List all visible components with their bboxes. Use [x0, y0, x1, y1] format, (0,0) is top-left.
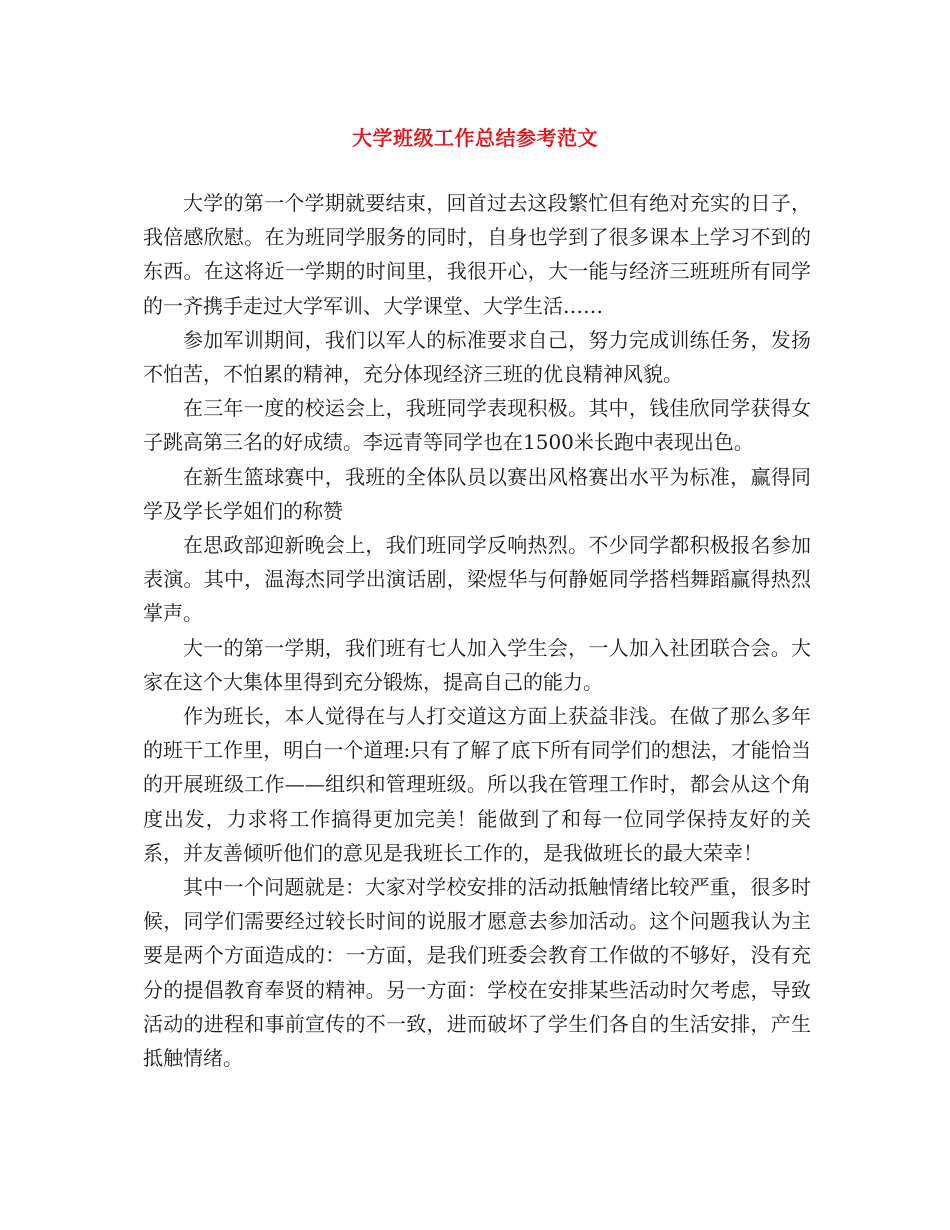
- paragraph-welcome-party: 在思政部迎新晚会上，我们班同学反响热烈。不少同学都积极报名参加表演。其中，温海杰同学出演话剧，梁煜华与何静姬同学搭档舞蹈赢得热烈掌声。: [143, 533, 811, 626]
- paragraph-problems: 其中一个问题就是：大家对学校安排的活动抵触情绪比较严重，很多时候，同学们需要经过较长时间的说服才愿意去参加活动。这个问题我认为主要是两个方面造成的：一方面，是我们班委会教育工作做的不够好，没有充分的提倡教育奉贤的精神。另一方面：学校在安排某些活动时欠考虑，导致活动的进程和事前宣传的不一致，进而破坏了学生们各自的生活安排，产生抵触情绪。: [143, 875, 811, 1071]
- paragraph-sports-meet: 在三年一度的校运会上，我班同学表现积极。其中，钱佳欣同学获得女子跳高第三名的好成绩。李远青等同学也在1500米长跑中表现出色。: [143, 396, 811, 455]
- paragraph-basketball: 在新生篮球赛中，我班的全体队员以赛出风格赛出水平为标准，赢得同学及学长学姐们的称赞: [143, 464, 811, 523]
- document-body: [143, 186, 811, 1075]
- paragraph-student-union: 大一的第一学期，我们班有七人加入学生会，一人加入社团联合会。大家在这个大集体里得到充分锻炼，提高自己的能力。: [143, 635, 811, 694]
- paragraph-military-training: 参加军训期间，我们以军人的标准要求自己，努力完成训练任务，发扬不怕苦，不怕累的精神，充分体现经济三班的优良精神风貌。: [143, 327, 811, 387]
- paragraph-intro: 大学的第一个学期就要结束，回首过去这段繁忙但有绝对充实的日子，我倍感欣慰。在为班同学服务的同时，自身也学到了很多课本上学习不到的东西。在这将近一学期的时间里，我很开心，大一能与经济三班班所有同学的一齐携手走过大学军训、大学课堂、大学生活……: [143, 191, 811, 318]
- paragraph-monitor-reflection: 作为班长，本人觉得在与人打交道这方面上获益非浅。在做了那么多年的班干工作里，明白一个道理:只有了解了底下所有同学们的想法，才能恰当的开展班级工作——组织和管理班级。所以我在管理工作时，都会从这个角度出发，力求将工作搞得更加完美！能做到了和每一位同学保持友好的关系，并友善倾听他们的意见是我班长工作的，是我做班长的最大荣幸！: [143, 704, 811, 865]
- document-title: 大学班级工作总结参考范文: [352, 126, 598, 150]
